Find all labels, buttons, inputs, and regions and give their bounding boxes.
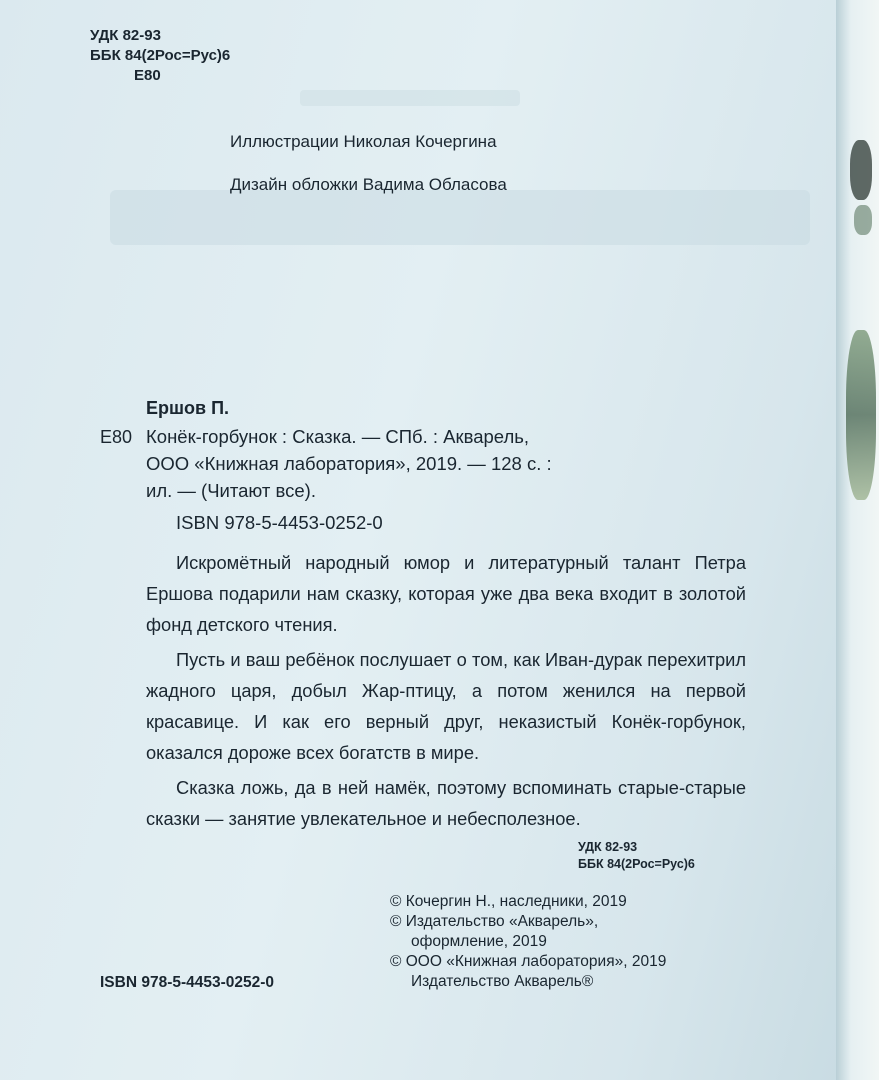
annotation: [146, 547, 746, 834]
author-mark: Е80: [134, 67, 161, 84]
illustrations-credit: Иллюстрации Николая Кочергина: [230, 132, 497, 151]
copyright-block: [390, 892, 666, 992]
copyright-line-1: © Кочергин Н., наследники, 2019: [390, 893, 627, 910]
udk-code-bottom: УДК 82-93: [578, 840, 638, 854]
biblio-line-2: ООО «Книжная лаборатория», 2019. — 128 с. :: [146, 453, 552, 474]
illustration-fragment-2: [854, 205, 872, 235]
copyright-line-4: © ООО «Книжная лаборатория», 2019: [390, 953, 667, 970]
isbn-bottom: ISBN 978-5-4453-0252-0: [100, 974, 275, 991]
bbk-code: ББК 84(2Рос=Рус)6: [90, 47, 231, 64]
copyright-line-5: Издательство Акварель®: [411, 973, 594, 990]
classification-codes-bottom: [578, 839, 695, 873]
illustration-fragment-1: [850, 140, 872, 200]
show-through-shadow-small: [300, 86, 520, 110]
copyright-line-2: © Издательство «Акварель»,: [390, 913, 599, 930]
author-name: Ершов П.: [146, 398, 230, 418]
biblio-line-3: ил. — (Читают все).: [146, 480, 316, 501]
annotation-paragraph-3: Сказка ложь, да в ней намёк, поэтому вспоминать старые-старые сказки — занятие увлекательное и небесполезное.: [146, 777, 746, 829]
facing-page-edge: [836, 0, 879, 1080]
illustration-fragment-3: [846, 330, 876, 500]
biblio-line-1: Конёк-горбунок : Сказка. — СПб. : Акварель,: [146, 426, 530, 447]
copyright-line-3: оформление, 2019: [411, 933, 547, 950]
udk-code: УДК 82-93: [90, 27, 161, 44]
classification-codes-top: [90, 26, 230, 86]
bibliography-author-mark: Е80: [100, 427, 133, 447]
annotation-paragraph-1: Искромётный народный юмор и литературный талант Петра Ершова подарили нам сказку, которая уже два века входит в золотой фонд детского чтения.: [146, 552, 746, 635]
isbn-record: ISBN 978-5-4453-0252-0: [176, 512, 383, 533]
annotation-paragraph-2: Пусть и ваш ребёнок послушает о том, как Иван-дурак перехитрил жадного царя, добыл Жар-птицу, а потом женился на первой красавице. И как его верный друг, неказистый Конёк-горбунок, оказался дороже всех богатств в мире.: [146, 649, 746, 763]
bibliographic-record: [146, 423, 746, 504]
bbk-code-bottom: ББК 84(2Рос=Рус)6: [578, 857, 695, 871]
cover-design-credit: Дизайн обложки Вадима Обласова: [230, 175, 507, 194]
